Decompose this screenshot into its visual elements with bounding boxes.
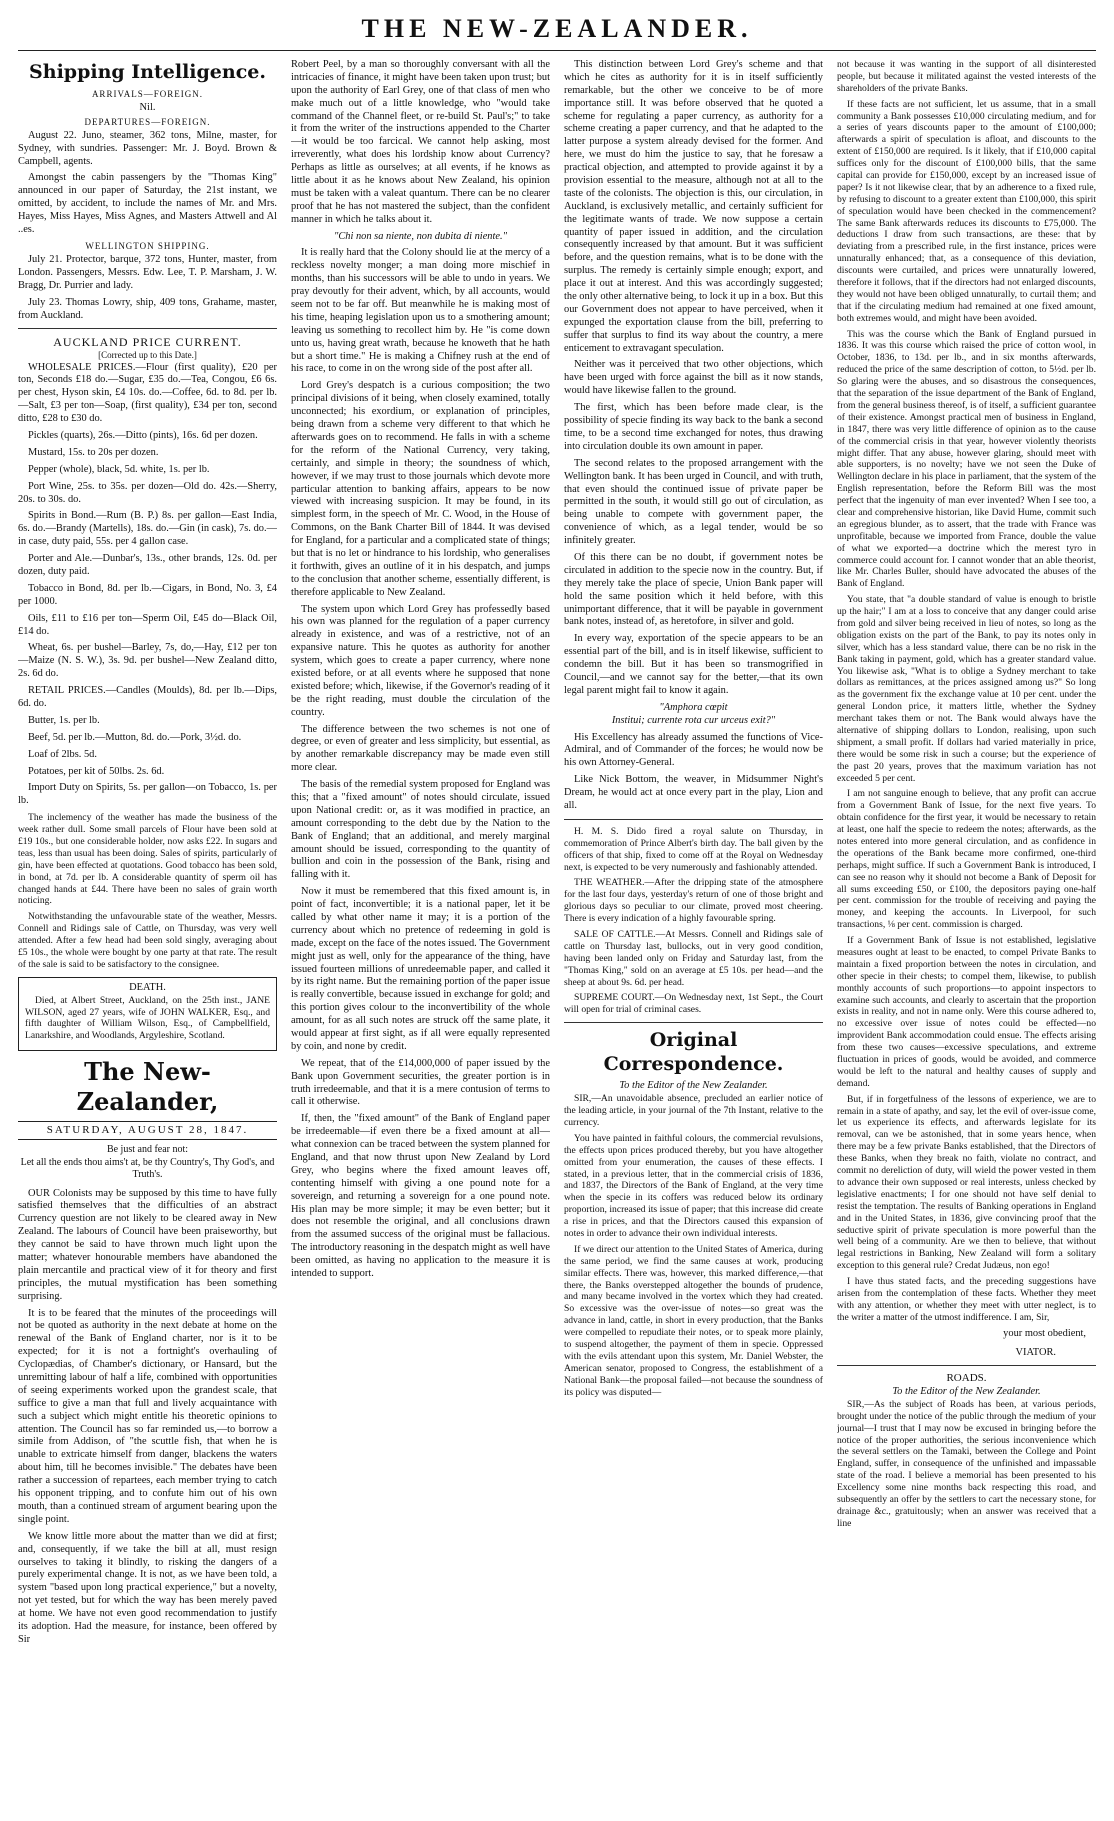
leader-paragraph-12: If, then, the "fixed amount" of the Bank of England paper be irredeemable—if even there be a fixed amount at all—what connexion can be traced between the system planned for England, and that now thrust upon New Zealand by Lord Grey, who begins where the fixed amount leaves off, contenting himself with giving a one pound note for a sovereign, and returning a sovereign for a one pound note. His plan may be more simple; it may be even better; but it does not resemble the original, and all conclusions drawn from the assumed success of the original must be fallacious. The introductory reasoning in the despatch might as well have been omitted, as having no application to the measure it is intended to support. — [291, 1113, 550, 1280]
arrivals-nil: Nil. — [139, 101, 156, 113]
leader-paragraph-7: The system upon which Lord Grey has professedly based his own was planned for the regulation of a paper currency already in existence, and was of a restrictive, not of an expansive nature. This he quotes as authority for another system, which goes to create a paper currency, where none existed before, or at all events where he supposed that none existed before; which, likewise, if the Governor's reading of it be the right reading, must double the circulation of the country. — [291, 603, 550, 718]
letter-paragraph-10: But, if in forgetfulness of the lessons of experience, we are to remain in a state of apathy, and say, let the evil of over-issue come, let us experience its effects, and afterwards legislate for its removal, can we be astonished, that in some years hence, when there may be a few private Banks established, that the Directors of these Banks, when they break no faith, violate no contract, and commit no dereliction of duty, will wield the power vested in them to advance their own supposed or real interests, unless checked by legislative enactments; I for one should not have self denial to resist the temptation. The results of Banking operations in England and in the United States, in 1836, give convincing proof that the seductive spirit of private speculation is more powerful than the well being of a community. Are we then to believe, that without legal restrictions in Banking, New Zealand will form a solitary exception to this general rule? Credat Judæus, non ego! — [837, 1093, 1096, 1272]
correspondence-salutation: To the Editor of the New Zealander. — [619, 1080, 768, 1092]
divider — [564, 1022, 823, 1023]
column-2 — [291, 59, 550, 1809]
leader-paragraph-15: The first, which has been before made clear, is the possibility of specie finding its way back to the bank a second time, to be a second time exchanged for notes, thus drawing into circulation double its own amount in paper. — [564, 402, 823, 452]
leader-paragraph-16: The second relates to the proposed arrangement with the Wellington bank. It has been urged in Council, and with truth, that even should the continued issue of private paper be permitted in the south, it would still go out of circulation, as being unable to compete with government paper, the convenience of which, as a legal tender, would be so infinitely greater. — [564, 457, 823, 547]
departures-text: August 22. Juno, steamer, 362 tons, Milne, master, for Sydney, with sundries. Passenger: Mr. J. Boyd. Brown & Campbell, agents. — [18, 129, 277, 167]
price-current-heading: AUCKLAND PRICE CURRENT. — [53, 335, 242, 350]
leader-paragraph-3: We know little more about the matter than we did at first; and, consequently, if we take the bill at all, must resign ourselves to taking it blindly, to risking the dangers of a purely experimental change. It is not, as we have been told, a system "based upon long practical experience," but a novelty, not yet tested, but for which the way has been merely paved at home. We have not even good recommendation to justify its adoption. Had the measure, for instance, been offered by Sir — [18, 1530, 277, 1645]
roads-letter-paragraph: SIR,—As the subject of Roads has been, at various periods, brought under the notice of the public through the medium of your journal—I trust that I may now be excused in bringing before the notice of the proper authorities, the serious inconvenience which the several settlers on the Tamaki, between the College and Point England, suffer, in consequence of the unfinished and impassable state of the road. I believe a memorial has been presented to his Excellency some nine months back respecting this road, and subsequently an offer by the settlers to cart the necessary stone, for drainage &c., gratuitously; when an answer was received that a line — [837, 1398, 1096, 1529]
masthead: THE NEW-ZEALANDER. — [18, 14, 1096, 51]
leader-paragraph-9: The basis of the remedial system proposed for England was this; that a "fixed amount" of notes should circulate, issued upon National credit: or, as it was modified in practice, an amount corresponding to the debt due by the Nation to the Bank of England; that an additional, and merely marginal amount should be issued, corresponding to the quantity of bullion and coin in the possession of the Bank, rising and falling with it. — [291, 779, 550, 881]
letter-paragraph-9: If a Government Bank of Issue is not established, legislative measures ought at least to be enacted, to compel Private Banks to maintain a fixed proportion between the notes in circulation, and other specie in their chests; to compel them, likewise, to publish monthly accounts of such proportions—to appoint inspectors to examine such accounts, and clearly to ascertain that the proportion exists in reality, and not in name only. Were this course adhered to, no excessive over issue of notes could be effected—no improvident Bank accommodation could ensue. The effects arising from these two causes—excessive speculations, and extreme fluctuation in prices of goods, would be avoided, and commerce would be left to the natural and healthy causes of supply and demand. — [837, 935, 1096, 1089]
price-wheat: Wheat, 6s. per bushel—Barley, 7s, do,—Hay, £12 per ton—Maize (N. S. W.), 3s. 9d. per bushel—New Zealand ditto, 2s. 6d do. — [18, 642, 277, 680]
leader-paragraph-17: Of this there can be no doubt, if government notes be circulated in addition to the specie now in the country. But, if they merely take the place of specie, Union Bank paper will hold the same position which it held before, with this unimportant difference, that it will be payable in government bank notes, instead of, as heretofore, in silver and gold. — [564, 551, 823, 628]
wellington-text-2: July 23. Thomas Lowry, ship, 409 tons, Grahame, master, from Auckland. — [18, 296, 277, 321]
letter-paragraph-11: I have thus stated facts, and the preceding suggestions have arisen from the contemplation of these facts. Whether they meet with any attention, or whether they meet with utter neglect, is to the writer a matter of the utmost indifference. I am, Sir, — [837, 1276, 1096, 1323]
price-wine: Port Wine, 25s. to 35s. per dozen—Old do. 42s.—Sherry, 20s. to 30s. do. — [18, 480, 277, 505]
latin-quote-line-1: "Amphora cœpit — [659, 701, 728, 713]
leader-paragraph-2: It is to be feared that the minutes of the proceedings will not be quoted as authority in the next debate at home on the renewal of the Bank of England charter, nor is it to be expected; for it is not a fortnight's overhauling of Cyclopædias, of Chamber's dictionary, or Hansard, but the unremitting labour of half a life, combined with opportunities of seeing experiments worked upon the grandest scale, that suffice to give a man that full and lively acquaintance with such a subject which might entitle his theoretic opinions to attention. The Council has so far reminded us,—to borrow a simile from Addison, of "the scuttle fish, that when he is unable to extricate himself from danger, blackens the waters about him, till he becomes invisible." The debates have been rather a succession of repartees, each member trying to catch his opponent tripping, and to confute him out of his own mouth, than a continued stream of argument bearing upon the single point. — [18, 1307, 277, 1525]
letter-paragraph-8: I am not sanguine enough to believe, that any profit can accrue from a Government Bank of Issue, for the next five years. To obtain confidence for the first year, it would be necessary to retain at least, one half the specie to redeem the notes; afterwards, as the notes entered into more general circulation, and as confidence in the operations of the Bank became more confirmed, one-third perhaps, might suffice. If such a Government Bank is introduced, I can see no reason why it should not become a Bank of Deposit for all sums exceeding £50, or £100, the depositors paying one-half per cent. commission for the trouble of receiving and paying the money, and keeping the accounts. In Liverpool, for such transactions, ⅛ per cent. commission is charged. — [837, 788, 1096, 931]
correspondence-heading: Original Correspondence. — [603, 1029, 784, 1075]
leader-paragraph-11: We repeat, that of the £14,000,000 of paper issued by the Bank upon Government securities, the greater portion is in truth irredeemable, and that it is a mere contusion of terms to call it otherwise. — [291, 1057, 550, 1108]
wellington-text-1: July 21. Protector, barque, 372 tons, Hunter, master, from London. Passengers, Messrs. Edw. Lee, T. P. Marsham, J. W. Bragg, Dr. Purrier and lady. — [18, 254, 277, 291]
column-3 — [564, 59, 823, 1809]
leader-paragraph-19: His Excellency has already assumed the functions of Vice-Admiral, and of Commander of the forces; he would now be his own Attorney-General. — [564, 731, 823, 769]
price-corrected-note: [Corrected up to this Date.] — [98, 350, 197, 361]
cabin-passengers-text: Amongst the cabin passengers by the "Thomas King" announced in our paper of Saturday, the 21st instant, we omitted, by accident, to include the names of Mr. and Mrs. Hayes, Miss Hayes, Miss Agnes, and Masters Attwell and Al ..es. — [18, 172, 277, 235]
leader-paragraph-13: This distinction between Lord Grey's scheme and that which he cites as authority for it is in itself sufficiently remarkable, but the other we conceive to be of more importance still. It was before observed that he quoted a scheme for regulating a paper currency, as authority for a scheme creating a paper currency, and that he adapted to the latter purpose a system already devised for the former. And here, we must do him the justice to say, that he foresaw a practical objection, and attempted to provide against it by a provision essential to the measure, although not at all to the taste of the colonists. The objection is this, our circulation, in Auckland, is exclusively metallic, and certainly sufficient for the legitimate wants of trade. We now suppose a certain quantity of paper issued in addition, and the circulation consequently increased by that amount. But it was sufficient before, and the question remains, what is to be done with the surplus. The remedy is certainly simple enough; export, and place it out at interest. And this was accordingly suggested; the only other alternative being, to lock it up in a box. But this our Government does not appear to have perceived, when it expunged the exportation clause from the bill, preferring to suffer that surplus to find its way about the country, a mere enticement to extravagant speculation. — [564, 59, 823, 354]
latin-quote — [564, 702, 823, 728]
price-butter: Butter, 1s. per lb. — [28, 714, 100, 726]
leader-paragraph-1: OUR Colonists may be supposed by this time to have fully satisfied themselves that the difficulties of an abstract Currency question are not likely to be cleared away in New Zealand. The labours of Council have been praiseworthy, but they cannot be said to have thrown much light upon the matter; whatever honourable members have abandoned the plain mercantile and practical view of it for theory and first principles, the mutual mystification has been something surprising. — [18, 1187, 277, 1302]
weather-market-note: The inclemency of the weather has made the business of the week rather dull. Some small parcels of Flour have been sold at £19 10s., but one considerable holder, now asks £22. In sugars and teas, less than usual has been doing. Sales of spirits, particularly of gin, have been effected at quotations. Good tobacco has been sold, in bond, at 7d. per lb. A considerable quantity of sperm oil has changed hands at £44. There have been no sales of grain worth noticing. — [18, 812, 277, 907]
leader-paragraph-18: In every way, exportation of the specie appears to be an essential part of the bill, and is in itself likewise, sufficient to condemn the bill. But it has been so transmogrified in Council,—and we cannot say for the better,—that its own legal parent might fail to know it again. — [564, 633, 823, 696]
dido-salute-item: H. M. S. Dido fired a royal salute on Thursday, in commemoration of Prince Albert's birth day. The ball given by the officers of that ship, fixed to come off at the Royal on Wednesday next, is expected to be very numerously and fashionably attended. — [564, 825, 823, 873]
price-mustard: Mustard, 15s. to 20s per dozen. — [28, 446, 159, 458]
leader-paragraph-14: Neither was it perceived that two other objections, which have been urged with force against the bill as it now stands, would have likewise fallen to the ground. — [564, 359, 823, 397]
italian-quote: "Chi non sa niente, non dubita di niente." — [334, 230, 507, 242]
price-tobacco: Tobacco in Bond, 8d. per lb.—Cigars, in Bond, No. 3, £4 per 1000. — [18, 582, 277, 607]
weather-item: THE WEATHER.—After the dripping state of the atmosphere for the last four days, yesterday's return of one of those bright and glorious days so peculiar to our climate, proved most cheering. There is every indication of a highly favourable spring. — [564, 877, 823, 925]
column-4 — [837, 59, 1096, 1809]
letter-paragraph-6: This was the course which the Bank of England pursued in 1836. It was this course which raised the price of cotton wool, in October, 1836, to 13d. per lb., and in six months afterwards, reduced the price of the same description of cotton, to 5½d. per lb. So glaring were the abuses, and so disastrous the consequences, that the separation of the issue department of the Bank of England, from the general business thereof, is of itself, a sufficient guarantee of their existence. Amongst practical men of business in England, in 1847, there was very little difference of opinion as to the cause of the commercial crisis in that year, however violently theorists might differ. That any abuse, however glaring, should meet with able supporters, is no novelty; have we not seen the Duke of Wellington declare in his place in parliament, that the system of the English representation, before the Reform Bill was the most perfect that the ingenuity of man ever invented? When I see too, a clear and comprehensive historian, like David Hume, commit such an egregious blunder, as to assert, that the trade with France was unprofitable, because we imported from France, double the value of what we exported—a doctrine which the merest tyro in commerce could account for. I cannot wonder that an able theorist, like Mr. Charles Buller, should have advocated the abuses of the Bank of England. — [837, 328, 1096, 590]
divider — [18, 328, 277, 329]
shipping-heading: Shipping Intelligence. — [29, 61, 266, 83]
letter-paragraph-5: If these facts are not sufficient, let us assume, that in a small community a Bank possesses £10,000 circulating medium, and for a series of years discounts paper to the amount of £100,000; afterwards a spirit of speculation is afloat, and discounts to the extent of £150,000 are required. Is it likely, that if £10,000 capital suffices only for the discount of £100,000 bills, that the same capital can provide for £150,000, except by an increased issue of paper? Is it not likewise clear, that by an adherence to a fixed rule, by refusing to discount to a greater extent than £100,000, this spirit of speculation would have been checked in the commencement? The same Bank afterwards reduces its discounts to £75,000. The deductions I draw from such transactions, are these: that by deviating from a prescribed rule, in the first instance, prices were unnaturally enhanced; that, as a consequence of this deviation, discounts were curtailed, and prices were unnaturally lowered, therefore it follows, that if the directors had not enlarged discounts, they would not have been obliged unnaturally, to curtail them; and that if the circulating medium had remained at one fixed amount, both extremes would, and might have been avoided. — [837, 98, 1096, 324]
price-spirits: Spirits in Bond.—Rum (B. P.) 8s. per gallon—East India, 6s. do.—Brandy (Martells), 18s. do.—Gin (in cask), 7s. do.—in case, duty paid, 55s. per 4 gallon case. — [18, 510, 277, 548]
issue-date: SATURDAY, AUGUST 28, 1847. — [18, 1121, 277, 1141]
death-heading: DEATH. — [129, 981, 166, 993]
letter-signature: VIATOR. — [1015, 1346, 1056, 1358]
cattle-sale-item: SALE OF CATTLE.—At Messrs. Connell and Ridings sale of cattle on Thursday last, bullocks, out in very good condition, having been landed only on Friday and Saturday last, from the "Thomas King," sold on an average at £5 10s. per head—and the sheep at about 9s. 6d. per head. — [564, 929, 823, 988]
price-pickles: Pickles (quarts), 26s.—Ditto (pints), 16s. 6d per dozen. — [28, 429, 258, 441]
column-1 — [18, 59, 277, 1809]
death-notice — [18, 977, 277, 1051]
leader-paragraph-4: Robert Peel, by a man so thoroughly conversant with all the intricacies of finance, it might have been taken upon trust; but upon the authority of Earl Grey, one of that class of men who make much out of a little knowledge, who "would take command of the Channel fleet, or re-build St. Paul's;" to take it from the writer of the instructions appended to the Charter—it would be too farcical. We cannot help asking, most irreverently, what does his lordship know about Currency? Perhaps as little as ourselves; at all events, if he knows as little about it as he knows about New Zealand, his opinion must be taken with a valeat quantum. There can be no clearer proof that he has not mastered the subject, than the confident manner in which he talks about it. — [291, 59, 550, 225]
letter-paragraph-3: If we direct our attention to the United States of America, during the same period, we find the same causes at work, producing similar effects. There was, however, this marked difference,—that there, the Banks overstepped altogether the bounds of prudence, and many became involved in the vortex which they had created. So excessive was the over-issue of notes—so great was the advance in land, cattle, in short in every production, that the Banks were compelled to repudiate their notes, or to speak more plainly, to suspend altogether, the payment of them in specie. Oppressed with the evils attendant upon this system, Mr. Daniel Webster, the American senator, proposed to Congress, the establishment of a National Bank—the proposal failed—not because the soundness of its policy was disputed— — [564, 1243, 823, 1398]
divider — [837, 1365, 1096, 1366]
divider — [564, 819, 823, 820]
leader-paragraph-20: Like Nick Bottom, the weaver, in Midsummer Night's Dream, he would act at once every part in the play, Lion and all. — [564, 774, 823, 811]
motto — [18, 1144, 277, 1181]
supreme-court-item: SUPREME COURT.—On Wednesday next, 1st Sept., the Court will open for trial of criminal cases. — [564, 992, 823, 1016]
roads-salutation: To the Editor of the New Zealander. — [892, 1386, 1041, 1398]
death-text: Died, at Albert Street, Auckland, on the 25th inst., JANE WILSON, aged 27 years, wife of JOHN WALKER, Esq., and fifth daughter of William Wilson, Esq., of Campbellfield, Lanarkshire, and Woodlands, Argyleshire, Scotland. — [25, 994, 270, 1042]
motto-line-2: Let all the ends thou aims't at, be thy Country's, Thy God's, and Truth's. — [20, 1156, 275, 1181]
price-porter: Porter and Ale.—Dunbar's, 13s., other brands, 12s. 0d. per dozen, duty paid. — [18, 553, 277, 577]
price-wholesale: WHOLESALE PRICES.—Flour (first quality), £20 per ton, Seconds £18 do.—Sugar, £35 do.—Tea, Congou, £6 6s. per chest, Hyson skin, £4 10s. do.—Coffee, 6d. to 8d. per lb.—Salt, £3 per ton—Soap, (first quality), £34 per ton, second ditto, £28 to £30 do. — [18, 361, 277, 425]
price-retail: RETAIL PRICES.—Candles (Moulds), 8d. per lb.—Dips, 6d. do. — [18, 685, 277, 709]
motto-line-1: Be just and fear not: — [106, 1144, 189, 1156]
leader-paragraph-10: Now it must be remembered that this fixed amount is, in point of fact, inconvertible; it is a national paper, let it be called by what other name it may; it is a portion of the currency about which no pretence of redeeming in gold is made, except on the face of the notes issued. The Government might just as well, only for the appearance of the thing, have issued fourteen millions of unredeemable paper, and called it by its right name. But the remaining portion of the paper issue is really convertible, because issued in exchange for gold; and this portion gives colour to the inconvertibility of the whole amount, for as all such notes are struck off the same plate, it would appear at first sight, as if all were equally represented by coin, and none by credit. — [291, 886, 550, 1052]
columns — [18, 59, 1096, 1809]
latin-quote-line-2: Institui; currente rota cur urceus exit?" — [611, 714, 776, 726]
price-potatoes: Potatoes, per kit of 50lbs. 2s. 6d. — [28, 765, 165, 777]
leader-paragraph-6: Lord Grey's despatch is a curious composition; the two principal divisions of it being, when closely examined, totally unconnected; his exordium, or explanation of principles, being drawn from a scheme very different to that which he afterwards goes on to recommend. He falls in with a scheme for the reform of the National Currency, very taking, certainly, and simple in theory; the soundness of which, however, if we may trust to those journals which devote more particular attention to banking affairs, appears to be now viewed with increasing suspicion. It may be found, in its simplest form, in the speech of Mr. C. Wood, in the House of Commons, on the Bank Charter Bill of 1844. It was devised for England, for a particular and a complicated state of things; but that is no let or hindrance to his lordship, who generalises it forthwith, gives an outline of it in his despatch, and jumps to the conclusion that another scheme, essentially different, is therefore applicable to New Zealand. — [291, 380, 550, 598]
leader-paragraph-5: It is really hard that the Colony should lie at the mercy of a reckless novelty monger; a man doing more mischief in months, than his successors will be able to undo in years. We pray devoutly for their advent, which, by all accounts, would seem not to be far off. But meanwhile he is making most of his time, heaping legislation upon us to a smothering amount; leaving us something to recollect him by. He "is come down unto us, having great wrath, because he knoweth that he hath but a short time." He is making a Chifney rush at the end of his race, to come in on the wrong side of the post after all. — [291, 247, 550, 375]
price-pepper: Pepper (whole), black, 5d. white, 1s. per lb. — [28, 463, 210, 475]
wellington-shipping-label: WELLINGTON SHIPPING. — [85, 240, 210, 251]
departures-label: DEPARTURES—FOREIGN. — [84, 116, 211, 127]
paper-title: The New-Zealander, — [76, 1057, 219, 1117]
arrivals-label: ARRIVALS—FOREIGN. — [91, 88, 204, 99]
letter-paragraph-1: SIR,—An unavoidable absence, precluded an earlier notice of the leading article, in your journal of the 7th Instant, relative to the currency. — [564, 1093, 823, 1128]
letter-paragraph-2: You have painted in faithful colours, the commercial revulsions, the effects upon prices produced thereby, but you have altogether omitted from your enumeration, the causes of these effects. I stated, in a previous letter, that in the commercial crisis of 1836, and 1837, the Directors of the Bank of England, at the very time when the specie in its coffers was reduced below its ordinary proportion, increased its issue of paper; that this increase did create a rise in prices, and that the Directors caused this expansion of notes in order to advance their own individual interests. — [564, 1132, 823, 1240]
price-beef: Beef, 5d. per lb.—Mutton, 8d. do.—Pork, 3½d. do. — [28, 731, 242, 743]
price-import-duty: Import Duty on Spirits, 5s. per gallon—on Tobacco, 1s. per lb. — [18, 782, 277, 807]
price-loaf: Loaf of 2lbs. 5d. — [28, 748, 97, 760]
letter-paragraph-7: You state, that "a double standard of value is enough to bristle up the hair;" I am at a loss to conceive that any danger could arise from gold and silver being received in lieu of notes, so long as the obligation exists on the part of the Bank, to pay its notes only in silver, which has a less standard value, there can be no risk in the Bank taking in payment, gold, which has a greater standard value. You likewise ask, "What is to oblige a Sydney merchant to take dollars as remittances, at the prices assigned among us?" So long as the government fix the exchange value at 10 per cent. under the general London price, it matters little, whether the Sydney merchant takes them or not. The Bank would always have the alternative of shipping dollars to London, realising, upon such shipment, a small profit. If dollars had varied materially in price, there would be some risk in such a course; but the experience of the past 20 years, proves that the maximum variation has not exceeded 5 per cent. — [837, 594, 1096, 784]
cattle-sale-note: Notwithstanding the unfavourable state of the weather, Messrs. Connell and Ridings sale of Cattle, on Thursday, was very well attended. After a few head had been sold singly, averaging about £5 10s., the whole were bought by one party at that rate. The result of the sale is said to be satisfactory to the consignee. — [18, 911, 277, 970]
letter-closing: your most obedient, — [1003, 1327, 1086, 1339]
letter-paragraph-4: not because it was wanting in the support of all disinterested people, but because it militated against the vested interests of the shareholders of the private Banks. — [837, 59, 1096, 94]
roads-heading: ROADS. — [946, 1372, 987, 1385]
price-oils: Oils, £11 to £16 per ton—Sperm Oil, £45 do—Black Oil, £14 do. — [18, 612, 277, 637]
leader-paragraph-8: The difference between the two schemes is not one of degree, or even of greater and less simplicity, but essential, as by another remarkable discrepancy may be made even still more clear. — [291, 723, 550, 774]
